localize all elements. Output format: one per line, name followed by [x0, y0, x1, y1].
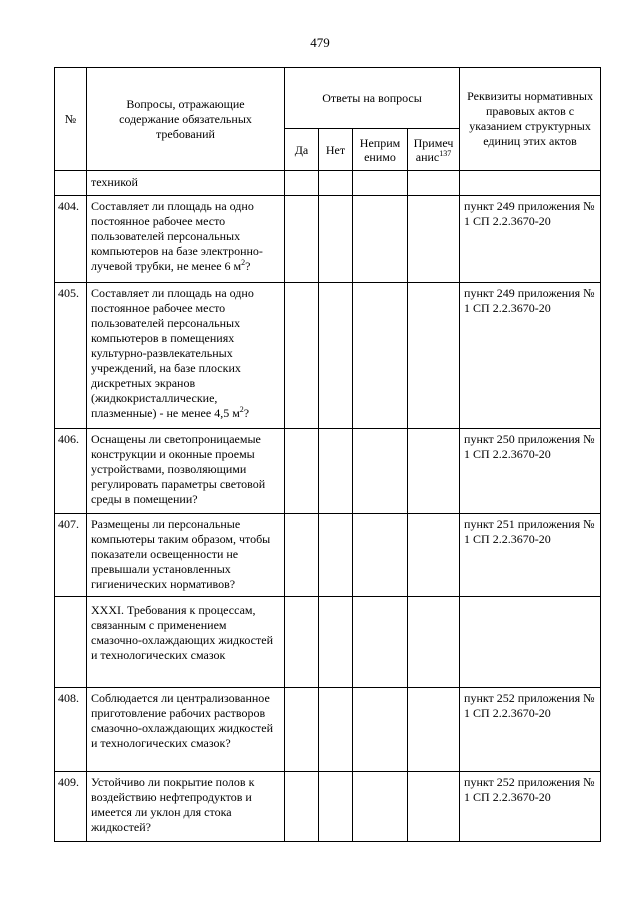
section-heading: XXXI. Требования к процессам, связанным с применением смазочно-охлаждающих жидкостей и технологических смазок [87, 597, 285, 688]
header-num: № [55, 68, 87, 171]
answer-no-cell[interactable] [319, 772, 353, 842]
table-row [55, 514, 601, 597]
header-na-line2: енимо [364, 149, 396, 164]
table-row [55, 597, 601, 688]
answer-note-cell[interactable] [408, 429, 460, 514]
requisites-cell [460, 171, 601, 196]
row-number: 407. [55, 514, 87, 597]
section-heading: техникой [87, 171, 285, 196]
superscript: 2 [239, 405, 244, 414]
table-row [55, 429, 601, 514]
table-row [55, 283, 601, 429]
table-row [55, 772, 601, 842]
page-number: 479 [310, 35, 330, 50]
question-cell: Размещены ли персональные компьютеры таким образом, чтобы показатели освещенности не превышали установленных гигиенических нормативов? [87, 514, 285, 597]
table-row [55, 171, 601, 196]
answer-note-cell[interactable] [408, 772, 460, 842]
row-number: 408. [55, 688, 87, 772]
answer-no-cell[interactable] [319, 283, 353, 429]
row-number: 405. [55, 283, 87, 429]
question-text: Составляет ли площадь на одно постоянное рабочее место пользователей персональных компьютеров в помещениях культурно-развлекательных учреждений, на базе плоских дискретных экранов (жидкокристаллические, плазменные) - не менее 4,5 м [91, 286, 254, 420]
answer-note-cell[interactable] [408, 688, 460, 772]
answer-note-cell[interactable] [408, 597, 460, 688]
answer-na-cell[interactable] [353, 597, 408, 688]
question-text: Составляет ли площадь на одно постоянное рабочее место пользователей персональных компьютеров на базе электронно-лучевой трубки, не менее 6 м [91, 199, 263, 273]
answer-no-cell[interactable] [319, 171, 353, 196]
question-tail: ? [243, 406, 250, 420]
answer-no-cell[interactable] [319, 429, 353, 514]
answer-no-cell[interactable] [319, 514, 353, 597]
header-note-footnote: 137 [439, 148, 452, 158]
table-row [55, 688, 601, 772]
superscript: 2 [241, 258, 246, 267]
answer-note-cell[interactable] [408, 514, 460, 597]
requisites-cell [460, 597, 601, 688]
checklist-table [54, 67, 601, 842]
answer-yes-cell[interactable] [285, 772, 319, 842]
requisites-cell: пункт 249 приложения № 1 СП 2.2.3670-20 [460, 196, 601, 283]
answer-yes-cell[interactable] [285, 171, 319, 196]
header-requisites: Реквизиты нормативных правовых актов с указанием структурных единиц этих актов [460, 68, 601, 171]
answer-note-cell[interactable] [408, 196, 460, 283]
requisites-cell: пункт 250 приложения № 1 СП 2.2.3670-20 [460, 429, 601, 514]
question-cell [87, 196, 285, 283]
header-no: Нет [319, 129, 353, 171]
header-note-line2: анис [415, 149, 440, 164]
answer-yes-cell[interactable] [285, 688, 319, 772]
answer-na-cell[interactable] [353, 688, 408, 772]
answer-na-cell[interactable] [353, 429, 408, 514]
answer-no-cell[interactable] [319, 196, 353, 283]
requisites-cell: пункт 252 приложения № 1 СП 2.2.3670-20 [460, 772, 601, 842]
header-not-applicable [353, 129, 408, 171]
answer-yes-cell[interactable] [285, 283, 319, 429]
row-number [55, 597, 87, 688]
requisites-cell: пункт 251 приложения № 1 СП 2.2.3670-20 [460, 514, 601, 597]
question-cell: Устойчиво ли покрытие полов к воздействию нефтепродуктов и имеется ли уклон для стока жидкостей? [87, 772, 285, 842]
question-cell: Соблюдается ли централизованное приготовление рабочих растворов смазочно-охлаждающих жидкостей и технологических смазок? [87, 688, 285, 772]
answer-na-cell[interactable] [353, 283, 408, 429]
header-note-line1: Примеч [413, 135, 454, 150]
row-number: 409. [55, 772, 87, 842]
requisites-cell: пункт 249 приложения № 1 СП 2.2.3670-20 [460, 283, 601, 429]
header-question: Вопросы, отражающие содержание обязательных требований [87, 68, 285, 171]
answer-note-cell[interactable] [408, 171, 460, 196]
row-number: 406. [55, 429, 87, 514]
row-number: 404. [55, 196, 87, 283]
question-cell [87, 283, 285, 429]
header-note [408, 129, 460, 171]
answer-yes-cell[interactable] [285, 597, 319, 688]
answer-yes-cell[interactable] [285, 429, 319, 514]
header-na-line1: Неприм [359, 135, 401, 150]
answer-na-cell[interactable] [353, 772, 408, 842]
question-cell: Оснащены ли светопроницаемые конструкции и оконные проемы устройствами, позволяющими регулировать параметры световой среды в помещении? [87, 429, 285, 514]
answer-no-cell[interactable] [319, 597, 353, 688]
answer-yes-cell[interactable] [285, 196, 319, 283]
answer-yes-cell[interactable] [285, 514, 319, 597]
table-row [55, 196, 601, 283]
header-yes: Да [285, 129, 319, 171]
question-tail: ? [245, 259, 251, 273]
answer-na-cell[interactable] [353, 196, 408, 283]
requisites-cell: пункт 252 приложения № 1 СП 2.2.3670-20 [460, 688, 601, 772]
answer-na-cell[interactable] [353, 171, 408, 196]
header-answers: Ответы на вопросы [285, 68, 460, 129]
answer-note-cell[interactable] [408, 283, 460, 429]
row-number [55, 171, 87, 196]
answer-na-cell[interactable] [353, 514, 408, 597]
answer-no-cell[interactable] [319, 688, 353, 772]
